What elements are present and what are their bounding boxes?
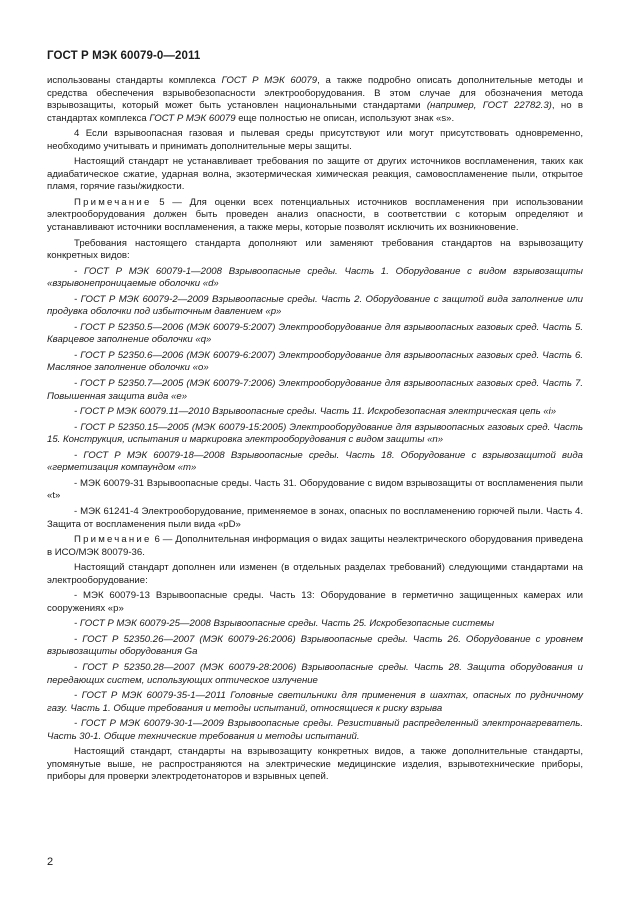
paragraph-intro: [47, 75, 583, 125]
note-text: 6 — Дополнительная информация о видах защиты неэлектрического оборудования приведена в ИСО/МЭК 80079-36.: [47, 534, 583, 558]
standard-list-item: - МЭК 61241-4 Электрооборудование, применяемое в зонах, опасных по воспламенению горючей пыли. Часть 4. Защита от воспламенения пыли вида «рD»: [47, 505, 583, 530]
standard-ref: (например, ГОСТ 22782.3): [426, 100, 552, 112]
standards-list-2: [47, 590, 583, 743]
standard-list-item: - МЭК 60079-31 Взрывоопасные среды. Часть 31. Оборудование с видом взрывозащиты от воспламенения пыли «t»: [47, 477, 583, 502]
text: использованы стандарты комплекса: [47, 75, 222, 86]
note-label: Примечание: [74, 196, 152, 208]
paragraph-supplemented: Настоящий стандарт дополнен или изменен (в отдельных разделах требований) следующими стандартами на электрооборудование:: [47, 562, 583, 586]
note-5: [47, 197, 583, 235]
standard-list-item: - ГОСТ Р МЭК 60079-1—2008 Взрывоопасные среды. Часть 1. Оборудование с видом взрывозащиты «взрывонепроницаемые оболочки «d»: [47, 265, 583, 290]
standard-list-item: - ГОСТ Р 52350.5—2006 (МЭК 60079-5:2007) Электрооборудование для взрывоопасных газовых сред. Часть 5. Кварцевое заполнение оболочки «q»: [47, 321, 583, 346]
paragraph-requirements: Требования настоящего стандарта дополняют или заменяют требования стандартов на взрывозащиту конкретных видов:: [47, 237, 583, 262]
text: еще полностью не описан, используют знак «s».: [235, 112, 455, 124]
note-label: Примечание: [74, 534, 152, 546]
page-header: ГОСТ Р МЭК 60079-0—2011: [47, 50, 201, 62]
note-6: [47, 534, 583, 559]
standard-list-item: - ГОСТ Р МЭК 60079-18—2008 Взрывоопасные среды. Часть 18. Оборудование с взрывозащитой вида «герметизация компаундом «m»: [47, 449, 583, 474]
paragraph-item-4: 4 Если взрывоопасная газовая и пылевая среды присутствуют или могут присутствовать одновременно, необходимо учитывать и принимать дополнительные меры защиты.: [47, 128, 583, 152]
standard-list-item: - ГОСТ Р МЭК 60079.11—2010 Взрывоопасные среды. Часть 11. Искробезопасная электрическая цепь «i»: [74, 406, 557, 418]
standard-list-item: - ГОСТ Р 52350.6—2006 (МЭК 60079-6:2007) Электрооборудование для взрывоопасных газовых сред. Часть 6. Масляное заполнение оболочки «о»: [47, 349, 583, 374]
text: , а также подробно описать дополнительные методы и средства обеспечения взрывобезопасности электрооборудования. В этом случае для обозначения метода взрывозащиты, который может быть установлен национальными стандартами: [47, 75, 583, 112]
text: , но в стандартах комплекса: [47, 100, 583, 124]
standard-ref: ГОСТ Р МЭК 60079: [149, 112, 236, 124]
standard-list-item: - ГОСТ Р 52350.28—2007 (МЭК 60079-28:2006) Взрывоопасные среды. Часть 28. Защита оборудования и передающих систем, использующих оптическое излучение: [47, 661, 583, 686]
standards-list-1: [47, 266, 583, 531]
standard-list-item: - ГОСТ Р МЭК 60079-25—2008 Взрывоопасные среды. Часть 25. Искробезопасные системы: [74, 618, 495, 630]
standard-list-item: - ГОСТ Р 52350.15—2005 (МЭК 60079-15:2005) Электрооборудование для взрывоопасных газовых сред. Часть 15. Конструкция, испытания и маркировка электрооборудования с видом защиты «n»: [47, 421, 583, 446]
paragraph-scope-exclusions: Настоящий стандарт, стандарты на взрывозащиту конкретных видов, а также дополнительные стандарты, упомянутые выше, не распространяются на электрические медицинские изделия, взрывотехнические приборы, приборы для проверки электродетонаторов и взрывных цепей.: [47, 746, 583, 783]
standard-list-item: - МЭК 60079-13 Взрывоопасные среды. Часть 13: Оборудование в герметично защищенных камерах или сооружениях «р»: [47, 590, 583, 614]
standard-ref: ГОСТ Р МЭК 60079: [221, 75, 318, 86]
standard-list-item: - ГОСТ Р МЭК 60079-35-1—2011 Головные светильники для применения в шахтах, опасных по рудничному газу. Часть 1. Общие требования и методы испытаний, относящиеся к риску взрыва: [47, 690, 583, 714]
paragraph-other-sources: Настоящий стандарт не устанавливает требования по защите от других источников воспламенения, таких как адиабатическое сжатие, ударная волна, экзотермическая химическая реакция, самовоспламенение пыли, открытое пламя, горячие газы/жидкости.: [47, 156, 583, 193]
note-text: 5 — Для оценки всех потенциальных источников воспламенения при использовании электрооборудования должен быть проведен анализ опасности, в соответствии с которым определяют и устанавливают источники воспламенения, а также меры, которые позволят исключить их возникновение.: [47, 196, 583, 234]
standard-list-item: - ГОСТ Р 52350.26—2007 (МЭК 60079-26:2006) Взрывоопасные среды. Часть 26. Оборудование с уровнем взрывозащиты оборудования Ga: [47, 633, 583, 658]
standard-list-item: - ГОСТ Р 52350.7—2005 (МЭК 60079-7:2006) Электрооборудование для взрывоопасных газовых сред. Часть 7. Повышенная защита вида «е»: [47, 378, 583, 402]
standard-list-item: - ГОСТ Р МЭК 60079-2—2009 Взрывоопасные среды. Часть 2. Оборудование с защитой вида заполнение или продувка оболочки под избыточным давлением «р»: [47, 293, 583, 318]
standard-list-item: - ГОСТ Р МЭК 60079-30-1—2009 Взрывоопасные среды. Резистивный распределенный электронагреватель. Часть 30-1. Общие технические требования и методы испытаний.: [47, 718, 583, 742]
page-content: [47, 75, 583, 787]
page-number: 2: [47, 856, 54, 868]
